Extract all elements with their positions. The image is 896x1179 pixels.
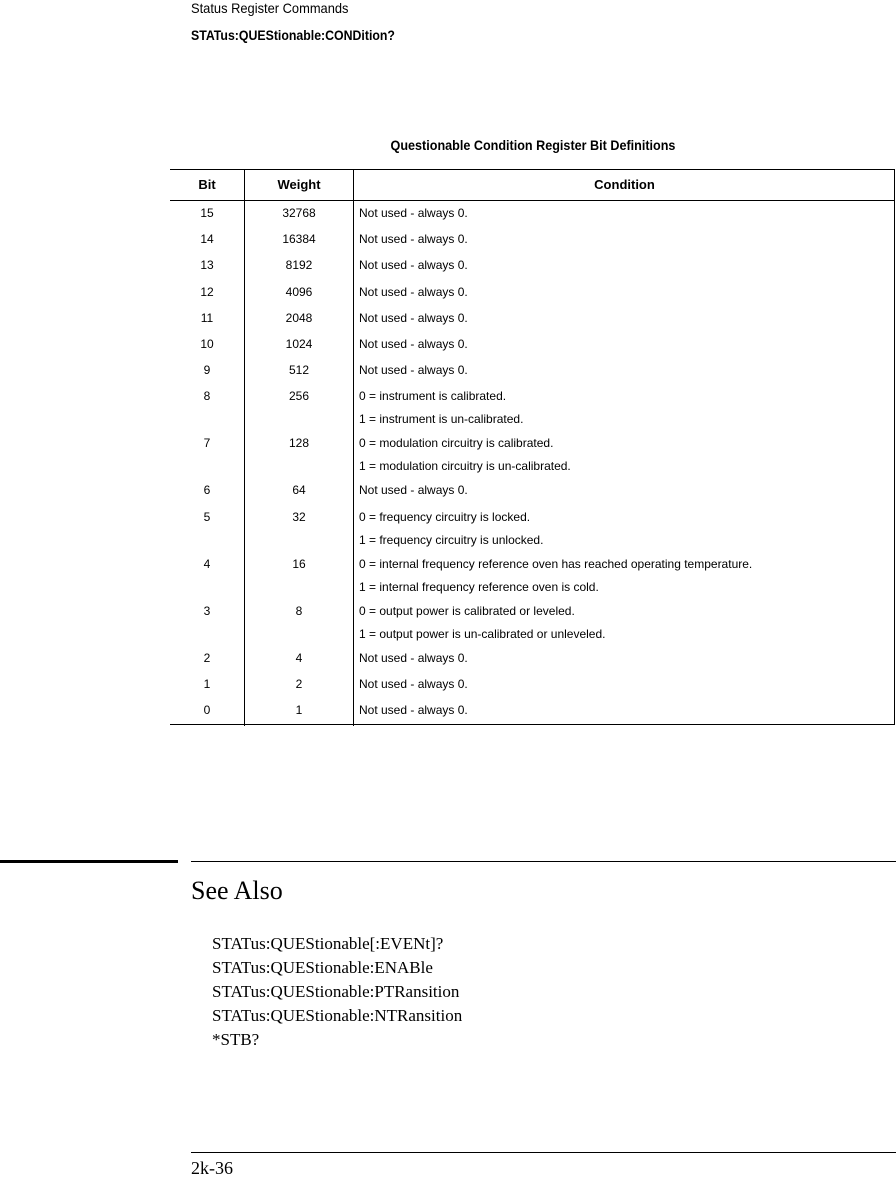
bit-cell: 14	[200, 232, 214, 247]
bit-cell: 8	[203, 389, 211, 404]
condition-line: Not used - always 0.	[359, 703, 468, 717]
condition-cell	[359, 333, 889, 356]
see-also-list	[212, 932, 462, 1052]
condition-line: 1 = output power is un-calibrated or unleveled.	[359, 626, 606, 641]
condition-cell	[359, 673, 889, 696]
condition-cell	[359, 479, 889, 502]
see-also-item: STATus:QUEStionable:ENABle	[212, 958, 433, 977]
bit-cell: 4	[203, 556, 211, 571]
weight-cell: 128	[288, 436, 310, 451]
condition-line: 0 = frequency circuitry is locked.	[359, 509, 531, 524]
see-also-item: *STB?	[212, 1030, 260, 1049]
weight-cell: 1	[295, 703, 303, 717]
condition-line: Not used - always 0.	[359, 310, 468, 325]
condition-cell	[359, 647, 889, 670]
condition-line: 1 = frequency circuitry is unlocked.	[359, 532, 544, 547]
condition-cell	[359, 506, 889, 552]
bit-cell: 7	[203, 436, 211, 451]
bit-cell: 1	[203, 676, 211, 691]
see-also-item: STATus:QUEStionable[:EVENt]?	[212, 934, 444, 953]
condition-cell	[359, 600, 889, 646]
bit-cell: 11	[200, 310, 214, 325]
weight-cell: 256	[288, 389, 310, 404]
condition-cell	[359, 202, 889, 225]
column-header-condition: Condition	[594, 177, 655, 192]
condition-line: 1 = modulation circuitry is un-calibrated.	[359, 459, 571, 474]
condition-line: Not used - always 0.	[359, 258, 468, 273]
column-header-weight: Weight	[277, 177, 321, 192]
bit-cell: 12	[200, 284, 214, 299]
weight-cell: 4096	[285, 284, 313, 299]
see-also-item: STATus:QUEStionable:NTRansition	[212, 1006, 463, 1025]
section-rule-thick	[0, 860, 178, 863]
bit-cell: 9	[203, 363, 211, 378]
condition-line: Not used - always 0.	[359, 284, 468, 299]
condition-cell	[359, 228, 889, 251]
condition-line: Not used - always 0.	[359, 676, 468, 691]
condition-line: 0 = output power is calibrated or leveled.	[359, 603, 575, 618]
see-also-heading: See Also	[191, 876, 283, 905]
bit-cell: 15	[200, 206, 214, 220]
condition-cell	[359, 553, 889, 599]
bit-cell: 13	[200, 258, 214, 273]
bit-cell: 10	[200, 337, 214, 351]
weight-cell: 4	[295, 650, 303, 665]
weight-cell: 16384	[282, 232, 316, 247]
condition-cell	[359, 281, 889, 304]
weight-cell: 16	[292, 556, 306, 571]
condition-cell	[359, 307, 889, 330]
weight-cell: 32	[292, 509, 306, 524]
condition-line: 1 = instrument is un-calibrated.	[359, 412, 524, 427]
footer-rule	[191, 1152, 896, 1153]
condition-line: 0 = modulation circuitry is calibrated.	[359, 436, 554, 451]
section-rule-thin	[191, 861, 896, 862]
condition-cell	[359, 699, 889, 722]
section-header: Status Register Commands	[191, 0, 349, 16]
weight-cell: 8192	[285, 258, 313, 273]
weight-cell: 64	[292, 483, 306, 498]
bit-cell: 0	[203, 703, 211, 717]
table-caption: Questionable Condition Register Bit Definitions	[390, 137, 676, 153]
page-number: 2k-36	[191, 1158, 233, 1178]
condition-cell	[359, 359, 889, 382]
condition-line: Not used - always 0.	[359, 337, 468, 351]
condition-line: Not used - always 0.	[359, 483, 468, 498]
weight-cell: 32768	[282, 206, 316, 220]
weight-cell: 2048	[285, 310, 313, 325]
condition-line: 0 = instrument is calibrated.	[359, 389, 507, 404]
condition-line: Not used - always 0.	[359, 206, 468, 220]
weight-cell: 8	[295, 603, 303, 618]
weight-cell: 2	[295, 676, 303, 691]
condition-line: Not used - always 0.	[359, 363, 468, 378]
register-bit-table	[170, 169, 895, 725]
condition-line: 1 = internal frequency reference oven is cold.	[359, 579, 599, 594]
column-header-bit: Bit	[198, 177, 216, 192]
bit-cell: 3	[203, 603, 211, 618]
weight-cell: 512	[288, 363, 310, 378]
bit-cell: 5	[203, 509, 211, 524]
condition-cell	[359, 254, 889, 277]
condition-line: Not used - always 0.	[359, 232, 468, 247]
condition-cell	[359, 385, 889, 431]
bit-cell: 6	[203, 483, 211, 498]
see-also-item: STATus:QUEStionable:PTRansition	[212, 982, 460, 1001]
condition-line: Not used - always 0.	[359, 650, 468, 665]
weight-cell: 1024	[285, 337, 313, 351]
command-title: STATus:QUEStionable:CONDition?	[191, 27, 395, 43]
bit-cell: 2	[203, 650, 211, 665]
condition-cell	[359, 432, 889, 478]
condition-line: 0 = internal frequency reference oven has reached operating temperature.	[359, 556, 753, 571]
